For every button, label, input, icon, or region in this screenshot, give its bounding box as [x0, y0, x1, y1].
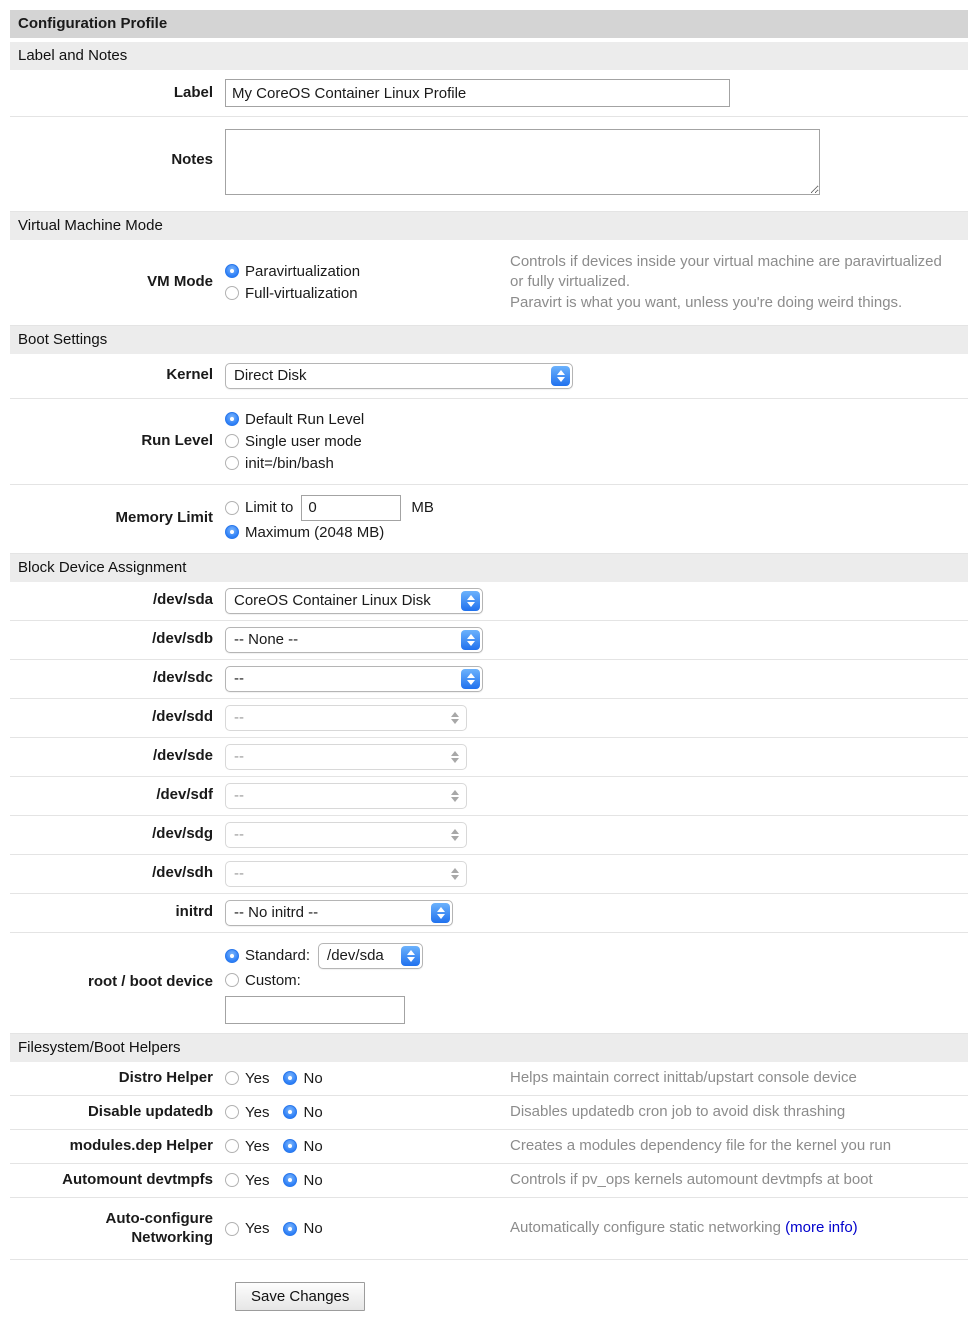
radio-icon[interactable]: [225, 412, 239, 426]
more-info-link[interactable]: (more info): [785, 1219, 858, 1237]
initrd-row: [10, 894, 968, 933]
vm-mode-label: VM Mode: [147, 273, 213, 290]
run-level-row: [10, 399, 968, 485]
run-level-option-label: init=/bin/bash: [245, 454, 334, 472]
radio-icon[interactable]: [225, 434, 239, 448]
helper-row-updatedb: [10, 1096, 968, 1130]
chevron-up-down-icon: [445, 747, 464, 767]
run-level-option-label: Default Run Level: [245, 410, 365, 428]
memory-limit-option-limit-to[interactable]: [225, 495, 968, 521]
helper-description: Disables updatedb cron job to avoid disk thrashing: [510, 1103, 846, 1121]
sdf-select: --: [225, 783, 467, 809]
radio-icon[interactable]: [225, 1139, 239, 1153]
section-header-helpers: Filesystem/Boot Helpers: [10, 1034, 968, 1062]
chevron-up-down-icon: [445, 786, 464, 806]
memory-limit-option-maximum[interactable]: [225, 522, 968, 543]
radio-icon[interactable]: [283, 1139, 297, 1153]
chevron-up-down-icon: [431, 903, 450, 923]
helper-label: modules.dep Helper: [69, 1136, 213, 1154]
vm-mode-description: Controls if devices inside your virtual machine are paravirtualized or fully virtualized. Paravirt is what you want, unless you're doing weird things.: [510, 253, 942, 311]
sde-select: --: [225, 744, 467, 770]
device-label: /dev/sde: [152, 747, 213, 765]
disable-updatedb-no[interactable]: No: [283, 1102, 322, 1123]
helper-description: Creates a modules dependency file for the kernel you run: [510, 1137, 892, 1155]
radio-icon[interactable]: [225, 1071, 239, 1085]
vm-mode-option-full-virtualization[interactable]: [225, 283, 510, 304]
memory-limit-input[interactable]: [301, 495, 401, 521]
kernel-label: Kernel: [166, 366, 213, 384]
radio-icon[interactable]: [225, 1105, 239, 1119]
radio-icon[interactable]: [225, 286, 239, 300]
kernel-select[interactable]: Direct Disk: [225, 363, 573, 389]
radio-icon[interactable]: [283, 1105, 297, 1119]
notes-row: [10, 117, 968, 212]
limit-to-label: Limit to: [245, 499, 294, 517]
section-header-vm-mode: Virtual Machine Mode: [10, 212, 968, 240]
radio-icon[interactable]: [283, 1173, 297, 1187]
device-label: /dev/sda: [152, 591, 213, 609]
save-area: [10, 1260, 968, 1329]
radio-icon[interactable]: [225, 1173, 239, 1187]
maximum-label: Maximum (2048 MB): [245, 523, 385, 541]
run-level-option-label: Single user mode: [245, 432, 362, 450]
run-level-option-init-bash[interactable]: [225, 453, 968, 474]
label-row: [10, 70, 968, 117]
save-changes-button[interactable]: Save Changes: [235, 1282, 365, 1311]
chevron-up-down-icon: [445, 825, 464, 845]
section-header-boot-settings: Boot Settings: [10, 326, 968, 354]
distro-helper-no[interactable]: No: [283, 1068, 322, 1089]
chevron-up-down-icon: [401, 946, 420, 966]
chevron-up-down-icon: [445, 864, 464, 884]
radio-icon[interactable]: [225, 501, 239, 515]
radio-icon[interactable]: [225, 949, 239, 963]
chevron-up-down-icon: [461, 591, 480, 611]
vm-mode-option-label: Paravirtualization: [245, 262, 361, 280]
helper-label: Auto-configure Networking: [105, 1209, 213, 1246]
auto-configure-networking-no[interactable]: No: [283, 1218, 322, 1239]
run-level-option-default[interactable]: [225, 409, 968, 430]
chevron-up-down-icon: [445, 708, 464, 728]
block-device-row-sdd: [10, 699, 968, 738]
radio-icon[interactable]: [225, 525, 239, 539]
vm-mode-option-paravirtualization[interactable]: [225, 261, 510, 282]
distro-helper-yes[interactable]: Yes: [225, 1068, 269, 1089]
block-device-row-sdh: [10, 855, 968, 894]
block-device-row-sdc: [10, 660, 968, 699]
auto-configure-networking-yes[interactable]: Yes: [225, 1218, 269, 1239]
helper-description: Automatically configure static networking (more info): [510, 1219, 858, 1237]
radio-icon[interactable]: [225, 456, 239, 470]
initrd-select[interactable]: -- No initrd --: [225, 900, 453, 926]
root-device-option-custom[interactable]: [225, 970, 968, 991]
vm-mode-row: [10, 240, 968, 326]
notes-textarea[interactable]: [225, 129, 820, 195]
helper-label: Automount devtmpfs: [62, 1170, 213, 1188]
sdh-select: --: [225, 861, 467, 887]
radio-icon[interactable]: [225, 264, 239, 278]
chevron-up-down-icon: [461, 630, 480, 650]
run-level-label: Run Level: [141, 431, 213, 449]
root-boot-device-row: [10, 933, 968, 1034]
label-field-label: Label: [173, 83, 213, 101]
device-label: /dev/sdc: [152, 669, 213, 687]
device-label: /dev/sdd: [152, 708, 213, 726]
block-device-row-sdg: [10, 816, 968, 855]
helper-label: Distro Helper: [118, 1068, 213, 1086]
automount-devtmpfs-no[interactable]: No: [283, 1170, 322, 1191]
helper-row-modules-dep: [10, 1130, 968, 1164]
device-label: /dev/sdb: [152, 630, 213, 648]
chevron-up-down-icon: [461, 669, 480, 689]
radio-icon[interactable]: [283, 1071, 297, 1085]
standard-label: Standard:: [245, 947, 311, 965]
block-device-row-sde: [10, 738, 968, 777]
helper-label: Disable updatedb: [87, 1102, 213, 1120]
vm-mode-option-label: Full-virtualization: [245, 284, 358, 302]
root-device-option-standard[interactable]: [225, 943, 968, 969]
device-label: /dev/sdh: [152, 864, 213, 882]
block-device-row-sdb: [10, 621, 968, 660]
sda-select[interactable]: CoreOS Container Linux Disk: [225, 588, 483, 614]
sdg-select: --: [225, 822, 467, 848]
helper-description: Helps maintain correct inittab/upstart console device: [510, 1069, 857, 1087]
custom-device-input[interactable]: [225, 996, 405, 1024]
chevron-up-down-icon: [551, 366, 570, 386]
helper-row-devtmpfs: [10, 1164, 968, 1198]
block-device-row-sda: [10, 582, 968, 621]
modules-dep-no[interactable]: No: [283, 1136, 322, 1157]
profile-label-input[interactable]: [225, 79, 730, 107]
automount-devtmpfs-yes[interactable]: Yes: [225, 1170, 269, 1191]
radio-icon[interactable]: [225, 973, 239, 987]
root-boot-device-label: root / boot device: [87, 973, 213, 991]
sdd-select: --: [225, 705, 467, 731]
memory-limit-row: [10, 485, 968, 554]
sdc-select[interactable]: --: [225, 666, 483, 692]
initrd-label: initrd: [175, 903, 213, 921]
disable-updatedb-yes[interactable]: Yes: [225, 1102, 269, 1123]
device-label: /dev/sdf: [156, 786, 213, 804]
notes-field-label: Notes: [171, 151, 213, 168]
memory-limit-label: Memory Limit: [115, 509, 213, 527]
block-device-row-sdf: [10, 777, 968, 816]
modules-dep-yes[interactable]: Yes: [225, 1136, 269, 1157]
radio-icon[interactable]: [283, 1222, 297, 1236]
radio-icon[interactable]: [225, 1222, 239, 1236]
page-title: Configuration Profile: [10, 10, 968, 38]
custom-label: Custom:: [245, 971, 301, 989]
helper-row-distro: [10, 1062, 968, 1096]
memory-unit-label: MB: [411, 499, 434, 517]
device-label: /dev/sdg: [152, 825, 213, 843]
run-level-option-single-user[interactable]: [225, 431, 968, 452]
section-header-block-devices: Block Device Assignment: [10, 554, 968, 582]
section-header-label-and-notes: Label and Notes: [10, 42, 968, 70]
sdb-select[interactable]: -- None --: [225, 627, 483, 653]
helper-description: Controls if pv_ops kernels automount devtmpfs at boot: [510, 1171, 873, 1189]
standard-device-select[interactable]: /dev/sda: [318, 943, 423, 969]
kernel-row: [10, 354, 968, 399]
